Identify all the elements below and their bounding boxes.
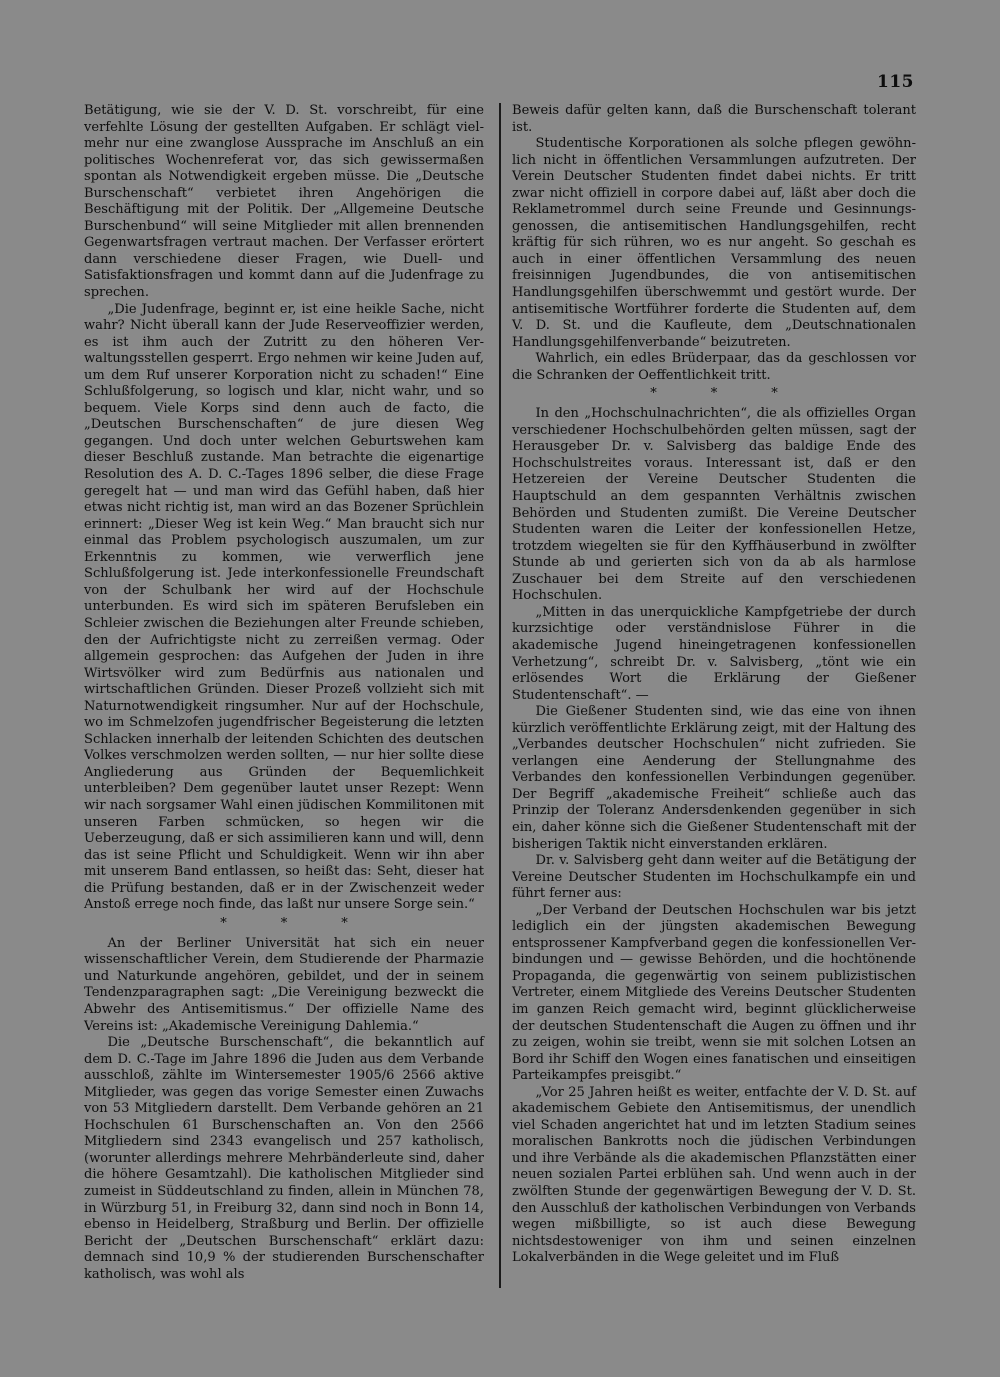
column-divider — [499, 103, 501, 1288]
separator-star: * — [710, 386, 718, 402]
paragraph: Die Gießener Studenten sind, wie das eine von ihnen kürzlich veröffentlichte Erklärung zeigt, mit der Haltung des „Verbandes deutscher Hochschulen“ nicht zufrieden. Sie verlangen eine Aenderung der Stellungnahme des Verbandes den konfessionellen Verbindungen gegenüber. Der Begriff „akademische Freiheit“ schließe auch das Prinzip der Toleranz Andersdenkenden gegenüber in sich ein, daher könne sich die Gießener Studentenschaft mit der bisherigen Taktik nicht einverstanden erklären. — [512, 704, 916, 852]
separator-star: * — [220, 915, 227, 931]
paragraph: Betätigung, wie sie der V. D. St. vorschreibt, für eine verfehlte Lösung der gestellten Aufgaben. Er schlägt vielmehr nur eine zwanglose Aussprache im Anschluß an ein politisches Wochenreferat vor, das sich gewissermaßen spontan als Notwendigkeit ergeben müsse. Die „Deutsche Burschenschaft“ verbietet ihren Angehörigen die Beschäftigung mit der Politik. Der „Allgemeine Deutsche Burschenbund“ will seine Mitglieder mit allen brennenden Gegenwartsfragen vertraut machen. Der Verfasser erörtert dann verschiedene dieser Fragen, wie Duell- und Satisfaktionsfragen und kommt dann auf die Judenfrage zu sprechen. — [84, 103, 484, 301]
paragraph: Studentische Korporationen als solche pflegen gewöhnlich nicht in öffentlichen Versammlungen aufzutreten. Der Verein Deutscher Studenten findet dabei nichts. Er tritt zwar nicht offiziell in corpore dabei auf, läßt aber doch die Reklametrommel durch seine Freunde und Gesinnungsgenossen, die antisemitischen Handlungsgehilfen, recht kräftig für sich rühren, wo es nur angeht. So geschah es auch in einer öffentlichen Versammlung des neuen freisinnigen Jugendbundes, die von antisemitischen Handlungsgehilfen überschwemmt und gestört wurde. Der antisemitische Wortführer forderte die Studenten auf, dem V. D. St. und die Kaufleute, dem „Deutschnationalen Handlungsgehilfenverbande“ beizutreten. — [512, 136, 916, 350]
section-separator — [84, 917, 484, 931]
paragraph: Dr. v. Salvisberg geht dann weiter auf die Betätigung der Vereine Deutscher Studenten im Hochschulkampfe ein und führt ferner aus: — [512, 853, 916, 902]
separator-star: * — [771, 386, 778, 402]
paragraph: „Die Judenfrage, beginnt er, ist eine heikle Sache, nicht wahr? Nicht überall kann der Jude Reserveoffizier werden, es ist ihm auch der Zutritt zu den höheren Verwaltungsstellen gesperrt. Ergo nehmen wir keine Juden auf, um dem Ruf unserer Korporation nicht zu schaden!“ Eine Schlußfolgerung, so logisch und klar, nicht wahr, und so bequem. Viele Korps sind denn auch de facto, die „Deutschen Burschenschaften“ de jure diesen Weg gegangen. Und doch unter welchen Geburtswehen kam dieser Beschluß zustande. Man betrachte die eigenartige Resolution des A. D. C.-Tages 1896 selber, die diese Frage geregelt hat — und man wird das Gefühl haben, daß hier etwas nicht richtig ist, man wird an das Bozener Sprüchlein erinnert: „Dieser Weg ist kein Weg.“ Man braucht sich nur einmal das Problem psychologisch auszumalen, um zur Erkenntnis zu kommen, wie verwerflich jene Schlußfolgerung ist. Jede interkonfessionelle Freundschaft von der Schulbank her wird auf der Hochschule unterbunden. Es wird sich im späteren Berufsleben ein Schleier zwischen die Beziehungen alter Freunde schieben, den der Aufrichtigste nicht zu zerreißen vermag. Oder allgemein gesprochen: das Aufgehen der Juden in ihre Wirtsvölker wird zum Bedürfnis aus nationalen und wirtschaftlichen Gründen. Dieser Prozeß vollzieht sich mit Naturnotwendigkeit ringsumher. Nur auf der Hochschule, wo im Schmelzofen jugendfrischer Begeisterung die letzten Schlacken innerhalb der leitenden Schichten des deutschen Volkes verschmolzen werden sollten, — nur hier sollte diese Angliederung aus Gründen der Bequemlichkeit unterbleiben? Dem gegenüber lautet unser Rezept: Wenn wir nach sorgsamer Wahl einen jüdischen Kommilitonen mit unseren Farben schmücken, so hegen wir die Ueberzeugung, daß er sich assimilieren kann und will, denn das ist seine Pflicht und Schuldigkeit. Wenn wir ihn aber mit unserem Band entlassen, so heißt das: Seht, dieser hat die Prüfung bestanden, daß er in der Zwischenzeit weder Anstoß errege noch finde, das laßt nur unsere Sorge sein.“ — [84, 301, 484, 913]
quote-paragraph: „Der Verband der Deutschen Hochschulen war bis jetzt lediglich ein der jüngsten akademischen Bewegung entsprossener Kampfverband gegen die konfessionellen Verbindungen und — gewisse Behörden, und die hochtönende Propaganda, die gegenwärtig von seinem publizistischen Vertreter, einem Mitgliede des Vereins Deutscher Studenten im ganzen Reich gemacht wird, beginnt glücklicherweise der deutschen Studentenschaft die Augen zu öffnen und ihr zu zeigen, wohin sie treibt, wenn sie mit solchen Lotsen an Bord ihr Schiff den Wogen eines fanatischen und einseitigen Parteikampfes preisgibt.“ — [512, 902, 916, 1084]
separator-star: * — [341, 915, 348, 931]
paragraph: An der Berliner Universität hat sich ein neuer wissenschaftlicher Verein, dem Studierende der Pharmazie und Naturkunde angehören, gebildet, und der in seinem Tendenzparagraphen sagt: „Die Vereinigung bezweckt die Abwehr des Antisemitismus.“ Der offizielle Name des Vereins ist: „Akademische Vereinigung Dahlemia.“ — [84, 935, 484, 1034]
paragraph: Die „Deutsche Burschenschaft“, die bekanntlich auf dem D. C.-Tage im Jahre 1896 die Juden aus dem Verbande ausschloß, zählte im Wintersemester 1905/6 2566 aktive Mitglieder, was gegen das vorige Semester einen Zuwachs von 53 Mitgliedern darstellt. Dem Verbande gehören an 21 Hochschulen 61 Burschenschaften an. Von den 2566 Mitgliedern sind 2343 evangelisch und 257 katholisch, (worunter allerdings mehrere Mehrbänderleute sind, daher die höhere Gesamtzahl). Die katholischen Mitglieder sind zumeist in Süddeutschland zu finden, allein in München 78, in Würzburg 51, in Freiburg 32, dann sind noch in Bonn 14, ebenso in Heidelberg, Straßburg und Berlin. Der offizielle Bericht der „Deutschen Burschenschaft“ erklärt dazu: demnach sind 10,9 % der studierenden Burschenschafter katholisch, was wohl als — [84, 1035, 484, 1282]
separator-star: * — [280, 915, 288, 931]
page-number: 115 — [877, 72, 914, 92]
paragraph: Beweis dafür gelten kann, daß die Burschenschaft tolerant ist. — [512, 103, 916, 135]
quote-paragraph: „Vor 25 Jahren heißt es weiter, entfachte der V. D. St. auf akademischem Gebiete den Antisemitismus, der unendlich viel Schaden angerichtet hat und im letzten Stadium seines moralischen Bankrotts noch die jüdischen Verbindungen und ihre Verbände als die akademischen Pflanzstätten einer neuen sozialen Partei erblühen sah. Und wenn auch in der zwölften Stunde der gegenwärtigen Bewegung der V. D. St. den Ausschluß der katholischen Verbindungen von Verbands wegen mißbilligte, so ist auch diese Bewegung nichtsdestoweniger von ihm und seinen einzelnen Lokalverbänden in die Wege geleitet und im Fluß — [512, 1084, 916, 1266]
separator-star: * — [650, 386, 657, 402]
section-separator — [512, 387, 916, 401]
paragraph: „Mitten in das unerquickliche Kampfgetriebe der durch kurzsichtige oder verständnislose Führer in die akademische Jugend hineingetragenen konfessionellen Verhetzung“, schreibt Dr. v. Salvisberg, „tönt wie ein erlösendes Wort die Erklärung der Gießener Studentenschaft“. — — [512, 604, 916, 703]
paragraph: Wahrlich, ein edles Brüderpaar, das da geschlossen vor die Schranken der Oeffentlichkeit tritt. — [512, 351, 916, 383]
left-column — [84, 103, 484, 1283]
right-column — [512, 103, 916, 1267]
paragraph: In den „Hochschulnachrichten“, die als offizielles Organ verschiedener Hochschulbehörden gelten müssen, sagt der Herausgeber Dr. v. Salvisberg das baldige Ende des Hochschulstreites voraus. Interessant ist, daß er den Hetzereien der Vereine Deutscher Studenten die Hauptschuld an dem gespannten Verhältnis zwischen Behörden und Studenten zumißt. Die Vereine Deutscher Studenten waren die Leiter der konfessionellen Hetze, trotzdem wiegelten sie für den Kyffhäuserbund in zwölfter Stunde ab und gerierten sich von da ab als harmlose Zuschauer bei dem Streite auf den verschiedenen Hochschulen. — [512, 406, 916, 604]
